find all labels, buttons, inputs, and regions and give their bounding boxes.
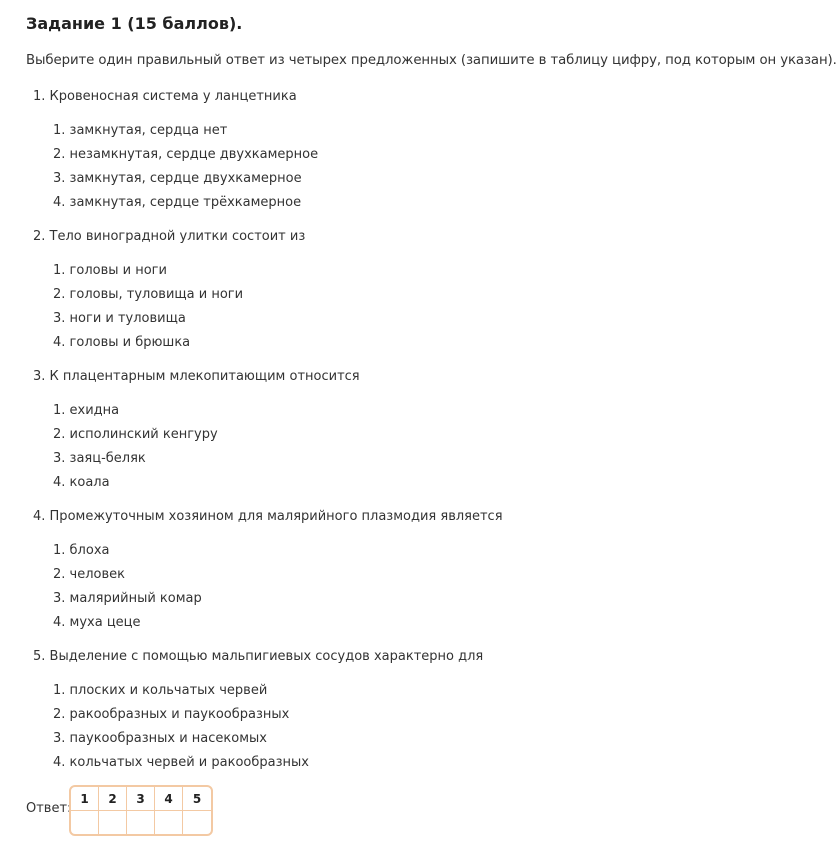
question-1-option-4: 4. замкнутая, сердце трёхкамерное xyxy=(53,195,302,210)
question-5: 5. Выделение с помощью мальпигиевых сосудов характерно для xyxy=(33,649,484,664)
question-1-option-3: 3. замкнутая, сердце двухкамерное xyxy=(53,171,302,186)
answer-cell-1[interactable] xyxy=(71,811,99,834)
question-1-option-1: 1. замкнутая, сердца нет xyxy=(53,123,228,138)
answer-cell-2[interactable] xyxy=(99,811,127,834)
answer-cell-4[interactable] xyxy=(155,811,183,834)
question-5-option-4: 4. кольчатых червей и ракообразных xyxy=(53,755,309,770)
question-2-option-1: 1. головы и ноги xyxy=(53,263,167,278)
answer-column-3: 3 xyxy=(127,787,155,811)
question-2: 2. Тело виноградной улитки состоит из xyxy=(33,229,306,244)
task-instruction: Выберите один правильный ответ из четырех предложенных (запишите в таблицу цифру, под которым он указан). xyxy=(26,53,837,68)
question-3-option-2: 2. исполинский кенгуру xyxy=(53,427,218,442)
answer-column-5: 5 xyxy=(183,787,211,811)
question-3: 3. К плацентарным млекопитающим относится xyxy=(33,369,360,384)
answer-cell-3[interactable] xyxy=(127,811,155,834)
answer-header-row xyxy=(71,787,211,811)
task-title: Задание 1 (15 баллов). xyxy=(26,14,243,33)
question-3-option-4: 4. коала xyxy=(53,475,110,490)
answer-column-4: 4 xyxy=(155,787,183,811)
question-2-option-2: 2. головы, туловища и ноги xyxy=(53,287,244,302)
question-5-option-2: 2. ракообразных и паукообразных xyxy=(53,707,290,722)
question-2-option-3: 3. ноги и туловища xyxy=(53,311,186,326)
answer-table xyxy=(69,785,213,836)
question-2-option-4: 4. головы и брюшка xyxy=(53,335,191,350)
question-4: 4. Промежуточным хозяином для малярийного плазмодия является xyxy=(33,509,503,524)
answer-column-2: 2 xyxy=(99,787,127,811)
question-5-option-1: 1. плоских и кольчатых червей xyxy=(53,683,268,698)
question-5-option-3: 3. паукообразных и насекомых xyxy=(53,731,267,746)
answer-column-1: 1 xyxy=(71,787,99,811)
question-1-option-2: 2. незамкнутая, сердце двухкамерное xyxy=(53,147,319,162)
question-4-option-2: 2. человек xyxy=(53,567,125,582)
question-4-option-1: 1. блоха xyxy=(53,543,110,558)
question-3-option-1: 1. ехидна xyxy=(53,403,120,418)
answer-cell-5[interactable] xyxy=(183,811,211,834)
question-1: 1. Кровеносная система у ланцетника xyxy=(33,89,297,104)
question-4-option-4: 4. муха цеце xyxy=(53,615,141,630)
question-3-option-3: 3. заяц-беляк xyxy=(53,451,146,466)
answer-input-row xyxy=(71,811,211,834)
question-4-option-3: 3. малярийный комар xyxy=(53,591,202,606)
answer-label: Ответ: xyxy=(26,801,72,816)
